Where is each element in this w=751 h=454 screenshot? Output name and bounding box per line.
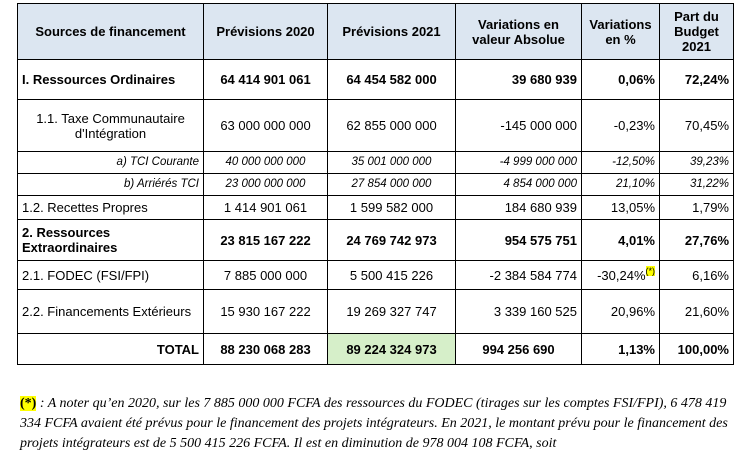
cell-var-pct xyxy=(582,261,660,290)
row-label xyxy=(18,100,204,152)
cell-part: 6,16% xyxy=(660,261,734,290)
cell-2020: 1 414 901 061 xyxy=(204,196,328,220)
cell-2020: 63 000 000 000 xyxy=(204,100,328,152)
row-label: 1.2. Recettes Propres xyxy=(18,196,204,220)
cell-2021: 62 855 000 000 xyxy=(328,100,456,152)
header-sources: Sources de financement xyxy=(18,4,204,60)
row-label: 2. Ressources Extraordinaires xyxy=(18,220,204,261)
cell-var-abs: 3 339 160 525 xyxy=(456,290,582,334)
cell-2020: 88 230 068 283 xyxy=(204,334,328,365)
cell-2021: 19 269 327 747 xyxy=(328,290,456,334)
cell-2021: 89 224 324 973 xyxy=(328,334,456,365)
cell-var-pct: 13,05% xyxy=(582,196,660,220)
cell-var-pct: 4,01% xyxy=(582,220,660,261)
cell-var-abs: 39 680 939 xyxy=(456,60,582,100)
cell-part: 21,60% xyxy=(660,290,734,334)
cell-var-pct: -0,23% xyxy=(582,100,660,152)
table-row xyxy=(18,261,734,290)
header-prev-2021: Prévisions 2021 xyxy=(328,4,456,60)
cell-2020: 15 930 167 222 xyxy=(204,290,328,334)
cell-2021: 64 454 582 000 xyxy=(328,60,456,100)
cell-var-pct: 21,10% xyxy=(582,174,660,196)
total-row xyxy=(18,334,734,365)
cell-var-pct: 1,13% xyxy=(582,334,660,365)
row-label: 2.2. Financements Extérieurs xyxy=(18,290,204,334)
var-pct-value: -30,24% xyxy=(597,267,646,283)
row-label: a) TCI Courante xyxy=(18,152,204,174)
table-row xyxy=(18,290,734,334)
row-label-text: 1.1. Taxe Communautaire d'Intégration xyxy=(36,110,185,141)
header-var-abs: Variations en valeur Absolue xyxy=(456,4,582,60)
cell-var-abs: -4 999 000 000 xyxy=(456,152,582,174)
header-part: Part du Budget 2021 xyxy=(660,4,734,60)
cell-part: 70,45% xyxy=(660,100,734,152)
cell-part: 31,22% xyxy=(660,174,734,196)
row-label: TOTAL xyxy=(18,334,204,365)
cell-2021: 27 854 000 000 xyxy=(328,174,456,196)
table-row xyxy=(18,152,734,174)
header-var-pct: Variations en % xyxy=(582,4,660,60)
row-label: I. Ressources Ordinaires xyxy=(18,60,204,100)
cell-part: 72,24% xyxy=(660,60,734,100)
table-row xyxy=(18,60,734,100)
table-row xyxy=(18,100,734,152)
cell-var-pct: -12,50% xyxy=(582,152,660,174)
header-row xyxy=(18,4,734,60)
cell-var-pct: 20,96% xyxy=(582,290,660,334)
table-row xyxy=(18,220,734,261)
cell-2021: 24 769 742 973 xyxy=(328,220,456,261)
header-prev-2020: Prévisions 2020 xyxy=(204,4,328,60)
table-row xyxy=(18,196,734,220)
row-label: b) Arriérés TCI xyxy=(18,174,204,196)
footnote-marker: (*) xyxy=(20,396,37,411)
footnote-text: : A noter qu’en 2020, sur les 7 885 000 000 FCFA des ressources du FODEC (tirages sur les comptes FSI/FPI), 6 478 419 334 FCFA avaient été prévus pour le financement des projets intégrateurs. En 2021, le montant prévu pour le financement des projets intégrateurs est de 5 500 415 226 FCFA. Il est en diminution de 978 004 108 FCFA, soit xyxy=(20,396,728,451)
cell-part: 27,76% xyxy=(660,220,734,261)
cell-part: 100,00% xyxy=(660,334,734,365)
cell-2020: 64 414 901 061 xyxy=(204,60,328,100)
cell-var-abs: 954 575 751 xyxy=(456,220,582,261)
cell-part: 1,79% xyxy=(660,196,734,220)
footnote-marker: (*) xyxy=(645,266,655,277)
cell-2020: 7 885 000 000 xyxy=(204,261,328,290)
cell-part: 39,23% xyxy=(660,152,734,174)
cell-2021: 35 001 000 000 xyxy=(328,152,456,174)
cell-var-abs: -145 000 000 xyxy=(456,100,582,152)
row-label: 2.1. FODEC (FSI/FPI) xyxy=(18,261,204,290)
cell-var-abs: -2 384 584 774 xyxy=(456,261,582,290)
cell-var-pct: 0,06% xyxy=(582,60,660,100)
budget-table xyxy=(17,3,734,365)
table-row xyxy=(18,174,734,196)
cell-var-abs: 184 680 939 xyxy=(456,196,582,220)
cell-var-abs: 994 256 690 xyxy=(456,334,582,365)
cell-var-abs: 4 854 000 000 xyxy=(456,174,582,196)
cell-2021: 5 500 415 226 xyxy=(328,261,456,290)
cell-2020: 40 000 000 000 xyxy=(204,152,328,174)
footnote xyxy=(20,394,745,454)
cell-2021: 1 599 582 000 xyxy=(328,196,456,220)
cell-2020: 23 000 000 000 xyxy=(204,174,328,196)
cell-2020: 23 815 167 222 xyxy=(204,220,328,261)
